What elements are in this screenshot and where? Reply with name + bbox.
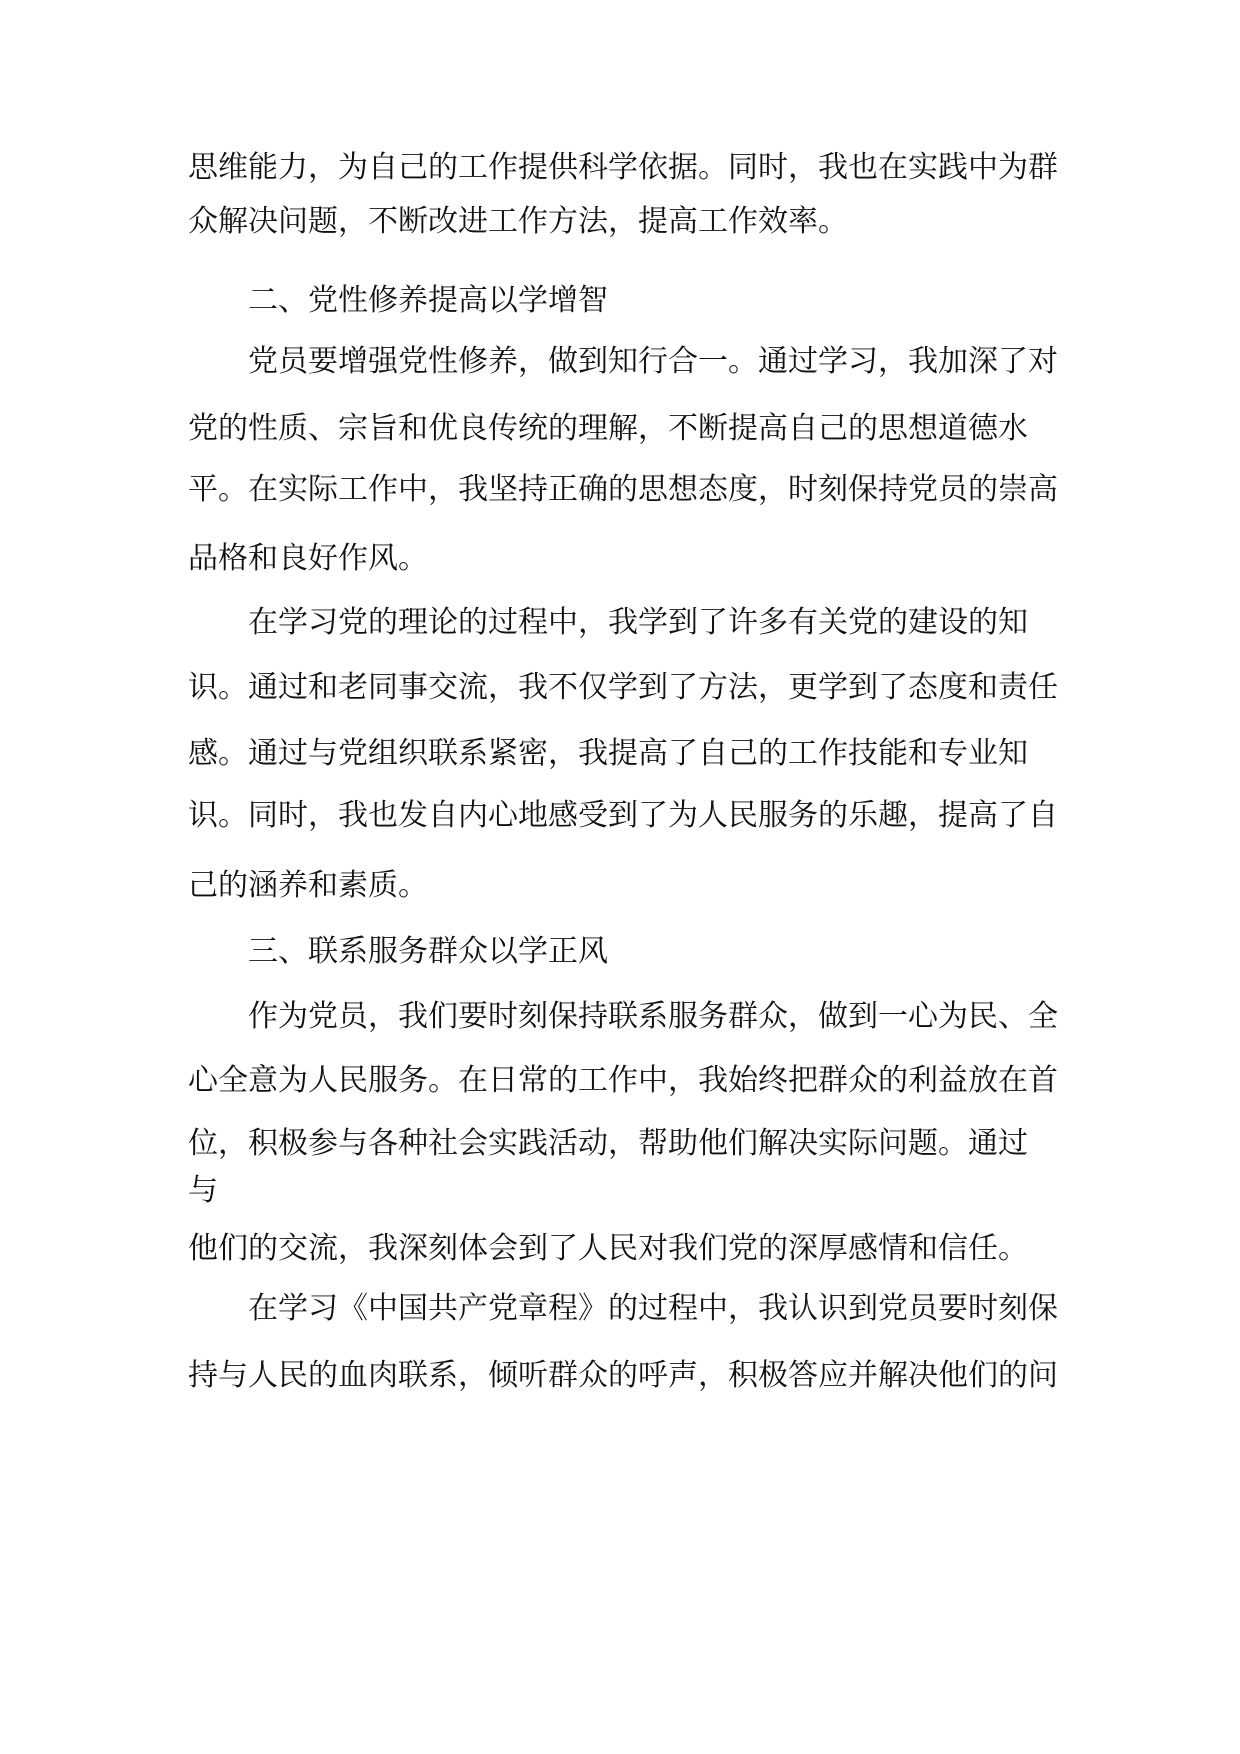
paragraph-first-line: 党员要增强党性修养，做到知行合一。通过学习，我加深了对	[248, 344, 1058, 379]
section-heading: 二、党性修养提高以学增智	[248, 283, 608, 318]
body-text-line: 平。在实际工作中，我坚持正确的思想态度，时刻保持党员的崇高	[188, 472, 1058, 507]
body-text-line: 心全意为人民服务。在日常的工作中，我始终把群众的利益放在首	[188, 1063, 1058, 1098]
body-text-line: 党的性质、宗旨和优良传统的理解，不断提高自己的思想道德水	[188, 411, 1028, 446]
body-text-line: 识。同时，我也发自内心地感受到了为人民服务的乐趣，提高了自	[188, 798, 1058, 833]
body-text-line: 众解决问题，不断改进工作方法，提高工作效率。	[188, 204, 848, 239]
paragraph-first-line: 在学习党的理论的过程中，我学到了许多有关党的建设的知	[248, 605, 1028, 640]
body-text-line: 持与人民的血肉联系，倾听群众的呼声，积极答应并解决他们的问	[188, 1358, 1058, 1393]
body-text-line: 他们的交流，我深刻体会到了人民对我们党的深厚感情和信任。	[188, 1231, 1028, 1266]
body-text-line: 与	[188, 1173, 218, 1208]
body-text-line: 品格和良好作风。	[188, 541, 428, 576]
body-text-line: 识。通过和老同事交流，我不仅学到了方法，更学到了态度和责任	[188, 670, 1058, 705]
paragraph-first-line: 在学习《中国共产党章程》的过程中，我认识到党员要时刻保	[248, 1291, 1058, 1326]
paragraph-first-line: 作为党员，我们要时刻保持联系服务群众，做到一心为民、全	[248, 999, 1058, 1034]
body-text-line: 己的涵养和素质。	[188, 868, 428, 903]
body-text-line: 感。通过与党组织联系紧密，我提高了自己的工作技能和专业知	[188, 736, 1028, 771]
section-heading: 三、联系服务群众以学正风	[248, 934, 608, 969]
body-text-line: 位，积极参与各种社会实践活动，帮助他们解决实际问题。通过	[188, 1126, 1028, 1161]
body-text-line: 思维能力，为自己的工作提供科学依据。同时，我也在实践中为群	[188, 150, 1058, 185]
